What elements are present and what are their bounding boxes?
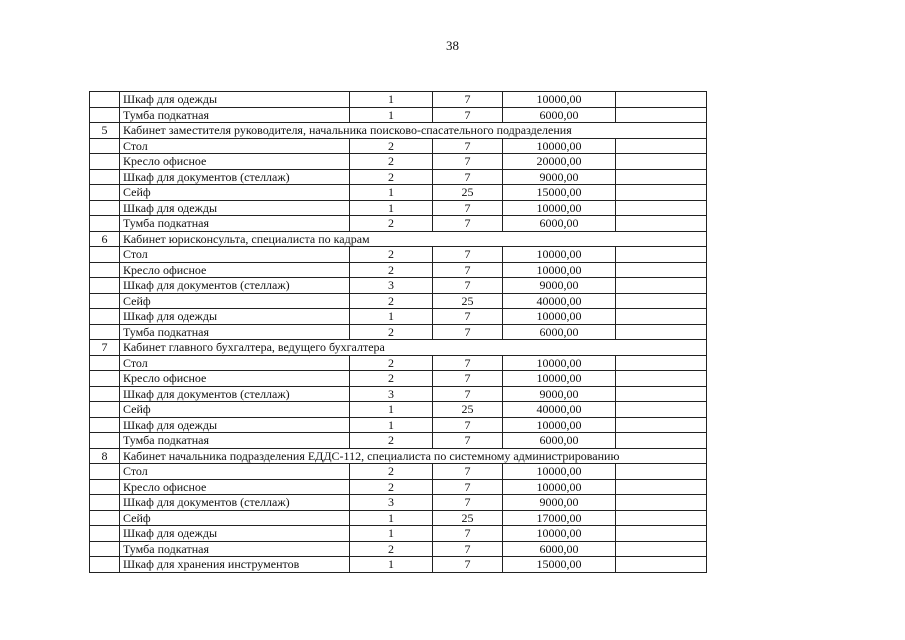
item-price: 10000,00 — [503, 247, 616, 263]
item-service-years: 7 — [433, 371, 503, 387]
section-number: 7 — [90, 340, 120, 356]
table-row — [90, 417, 707, 433]
item-price: 10000,00 — [503, 371, 616, 387]
page-number: 38 — [446, 38, 459, 53]
table-row — [90, 154, 707, 170]
item-quantity: 2 — [350, 464, 433, 480]
table-row — [90, 138, 707, 154]
item-quantity: 1 — [350, 92, 433, 108]
item-price: 10000,00 — [503, 526, 616, 542]
empty-cell — [616, 309, 707, 325]
item-price: 9000,00 — [503, 278, 616, 294]
item-quantity: 2 — [350, 216, 433, 232]
item-number — [90, 495, 120, 511]
item-quantity: 1 — [350, 557, 433, 573]
section-row — [90, 123, 707, 139]
item-quantity: 2 — [350, 355, 433, 371]
item-quantity: 2 — [350, 247, 433, 263]
table-row — [90, 526, 707, 542]
item-number — [90, 386, 120, 402]
item-name: Шкаф для одежды — [120, 92, 350, 108]
item-name: Сейф — [120, 510, 350, 526]
empty-cell — [616, 92, 707, 108]
empty-cell — [616, 464, 707, 480]
item-name: Тумба подкатная — [120, 216, 350, 232]
table-row — [90, 293, 707, 309]
section-row — [90, 340, 707, 356]
item-price: 40000,00 — [503, 293, 616, 309]
item-name: Тумба подкатная — [120, 107, 350, 123]
item-service-years: 7 — [433, 433, 503, 449]
item-quantity: 1 — [350, 526, 433, 542]
item-number — [90, 526, 120, 542]
item-number — [90, 309, 120, 325]
table-row — [90, 247, 707, 263]
table-row — [90, 479, 707, 495]
item-service-years: 7 — [433, 200, 503, 216]
empty-cell — [616, 324, 707, 340]
section-title: Кабинет заместителя руководителя, начальника поисково-спасательного подразделения — [120, 123, 707, 139]
table-row — [90, 402, 707, 418]
table-row — [90, 510, 707, 526]
item-price: 6000,00 — [503, 216, 616, 232]
item-number — [90, 262, 120, 278]
item-name: Шкаф для одежды — [120, 417, 350, 433]
table-row — [90, 262, 707, 278]
item-price: 17000,00 — [503, 510, 616, 526]
item-service-years: 25 — [433, 510, 503, 526]
item-service-years: 7 — [433, 107, 503, 123]
item-name: Сейф — [120, 402, 350, 418]
section-row — [90, 448, 707, 464]
item-quantity: 2 — [350, 371, 433, 387]
item-quantity: 1 — [350, 510, 433, 526]
item-price: 20000,00 — [503, 154, 616, 170]
empty-cell — [616, 526, 707, 542]
item-number — [90, 107, 120, 123]
item-service-years: 25 — [433, 185, 503, 201]
item-quantity: 2 — [350, 138, 433, 154]
item-name: Шкаф для документов (стеллаж) — [120, 169, 350, 185]
item-service-years: 7 — [433, 541, 503, 557]
item-service-years: 7 — [433, 526, 503, 542]
item-service-years: 7 — [433, 262, 503, 278]
item-quantity: 1 — [350, 185, 433, 201]
item-quantity: 3 — [350, 495, 433, 511]
item-name: Сейф — [120, 185, 350, 201]
item-number — [90, 402, 120, 418]
item-service-years: 7 — [433, 154, 503, 170]
empty-cell — [616, 495, 707, 511]
item-price: 10000,00 — [503, 355, 616, 371]
item-number — [90, 200, 120, 216]
item-name: Кресло офисное — [120, 479, 350, 495]
item-quantity: 2 — [350, 262, 433, 278]
item-price: 6000,00 — [503, 433, 616, 449]
item-price: 15000,00 — [503, 185, 616, 201]
item-name: Шкаф для одежды — [120, 200, 350, 216]
item-number — [90, 92, 120, 108]
item-number — [90, 464, 120, 480]
item-service-years: 25 — [433, 293, 503, 309]
empty-cell — [616, 154, 707, 170]
item-service-years: 7 — [433, 216, 503, 232]
item-quantity: 1 — [350, 309, 433, 325]
item-name: Стол — [120, 138, 350, 154]
item-quantity: 3 — [350, 386, 433, 402]
item-price: 6000,00 — [503, 324, 616, 340]
item-service-years: 7 — [433, 92, 503, 108]
item-price: 10000,00 — [503, 417, 616, 433]
item-number — [90, 417, 120, 433]
empty-cell — [616, 479, 707, 495]
empty-cell — [616, 293, 707, 309]
item-name: Стол — [120, 247, 350, 263]
empty-cell — [616, 247, 707, 263]
item-number — [90, 154, 120, 170]
item-service-years: 7 — [433, 309, 503, 325]
empty-cell — [616, 433, 707, 449]
item-price: 9000,00 — [503, 495, 616, 511]
section-title: Кабинет юрисконсульта, специалиста по кадрам — [120, 231, 707, 247]
table-row — [90, 386, 707, 402]
item-number — [90, 278, 120, 294]
empty-cell — [616, 541, 707, 557]
empty-cell — [616, 200, 707, 216]
section-number: 8 — [90, 448, 120, 464]
table-row — [90, 309, 707, 325]
item-name: Шкаф для одежды — [120, 526, 350, 542]
item-name: Стол — [120, 355, 350, 371]
empty-cell — [616, 402, 707, 418]
item-number — [90, 293, 120, 309]
section-number: 5 — [90, 123, 120, 139]
item-service-years: 7 — [433, 464, 503, 480]
item-quantity: 2 — [350, 293, 433, 309]
item-number — [90, 541, 120, 557]
item-service-years: 7 — [433, 169, 503, 185]
section-title: Кабинет начальника подразделения ЕДДС-112, специалиста по системному администрированию — [120, 448, 707, 464]
item-name: Тумба подкатная — [120, 541, 350, 557]
item-name: Шкаф для документов (стеллаж) — [120, 495, 350, 511]
item-number — [90, 433, 120, 449]
table-row — [90, 324, 707, 340]
item-price: 40000,00 — [503, 402, 616, 418]
item-price: 10000,00 — [503, 309, 616, 325]
section-title: Кабинет главного бухгалтера, ведущего бухгалтера — [120, 340, 707, 356]
item-number — [90, 557, 120, 573]
empty-cell — [616, 371, 707, 387]
empty-cell — [616, 216, 707, 232]
item-number — [90, 324, 120, 340]
item-service-years: 7 — [433, 495, 503, 511]
item-price: 10000,00 — [503, 464, 616, 480]
item-quantity: 2 — [350, 541, 433, 557]
item-price: 10000,00 — [503, 138, 616, 154]
item-quantity: 2 — [350, 433, 433, 449]
item-name: Стол — [120, 464, 350, 480]
item-price: 6000,00 — [503, 541, 616, 557]
item-quantity: 2 — [350, 479, 433, 495]
item-service-years: 7 — [433, 355, 503, 371]
item-name: Шкаф для хранения инструментов — [120, 557, 350, 573]
table-row — [90, 371, 707, 387]
item-service-years: 7 — [433, 479, 503, 495]
item-quantity: 3 — [350, 278, 433, 294]
item-quantity: 1 — [350, 107, 433, 123]
item-name: Кресло офисное — [120, 262, 350, 278]
item-number — [90, 169, 120, 185]
table-row — [90, 495, 707, 511]
item-name: Кресло офисное — [120, 154, 350, 170]
item-price: 15000,00 — [503, 557, 616, 573]
item-service-years: 7 — [433, 247, 503, 263]
item-name: Кресло офисное — [120, 371, 350, 387]
item-number — [90, 510, 120, 526]
empty-cell — [616, 185, 707, 201]
inventory-table-body — [90, 92, 707, 573]
section-row — [90, 231, 707, 247]
item-quantity: 1 — [350, 402, 433, 418]
table-row — [90, 541, 707, 557]
table-row — [90, 169, 707, 185]
table-row — [90, 557, 707, 573]
item-number — [90, 185, 120, 201]
item-price: 10000,00 — [503, 92, 616, 108]
item-price: 9000,00 — [503, 386, 616, 402]
table-row — [90, 464, 707, 480]
item-service-years: 7 — [433, 386, 503, 402]
item-name: Сейф — [120, 293, 350, 309]
item-quantity: 1 — [350, 200, 433, 216]
item-number — [90, 216, 120, 232]
empty-cell — [616, 386, 707, 402]
empty-cell — [616, 355, 707, 371]
table-row — [90, 107, 707, 123]
empty-cell — [616, 278, 707, 294]
item-price: 9000,00 — [503, 169, 616, 185]
table-row — [90, 355, 707, 371]
table-row — [90, 200, 707, 216]
item-name: Шкаф для одежды — [120, 309, 350, 325]
empty-cell — [616, 417, 707, 433]
item-service-years: 7 — [433, 557, 503, 573]
item-quantity: 2 — [350, 154, 433, 170]
table-row — [90, 216, 707, 232]
item-service-years: 7 — [433, 324, 503, 340]
item-number — [90, 479, 120, 495]
table-row — [90, 185, 707, 201]
item-number — [90, 138, 120, 154]
table-row — [90, 433, 707, 449]
inventory-table — [89, 91, 707, 573]
item-price: 10000,00 — [503, 200, 616, 216]
item-price: 10000,00 — [503, 262, 616, 278]
item-price: 6000,00 — [503, 107, 616, 123]
item-number — [90, 247, 120, 263]
item-name: Тумба подкатная — [120, 324, 350, 340]
item-quantity: 2 — [350, 324, 433, 340]
item-number — [90, 355, 120, 371]
empty-cell — [616, 510, 707, 526]
empty-cell — [616, 107, 707, 123]
item-service-years: 7 — [433, 138, 503, 154]
empty-cell — [616, 557, 707, 573]
item-price: 10000,00 — [503, 479, 616, 495]
item-quantity: 1 — [350, 417, 433, 433]
empty-cell — [616, 138, 707, 154]
item-service-years: 25 — [433, 402, 503, 418]
item-number — [90, 371, 120, 387]
empty-cell — [616, 169, 707, 185]
item-name: Шкаф для документов (стеллаж) — [120, 278, 350, 294]
item-quantity: 2 — [350, 169, 433, 185]
empty-cell — [616, 262, 707, 278]
item-service-years: 7 — [433, 278, 503, 294]
item-service-years: 7 — [433, 417, 503, 433]
table-row — [90, 278, 707, 294]
item-name: Тумба подкатная — [120, 433, 350, 449]
section-number: 6 — [90, 231, 120, 247]
item-name: Шкаф для документов (стеллаж) — [120, 386, 350, 402]
table-row — [90, 92, 707, 108]
